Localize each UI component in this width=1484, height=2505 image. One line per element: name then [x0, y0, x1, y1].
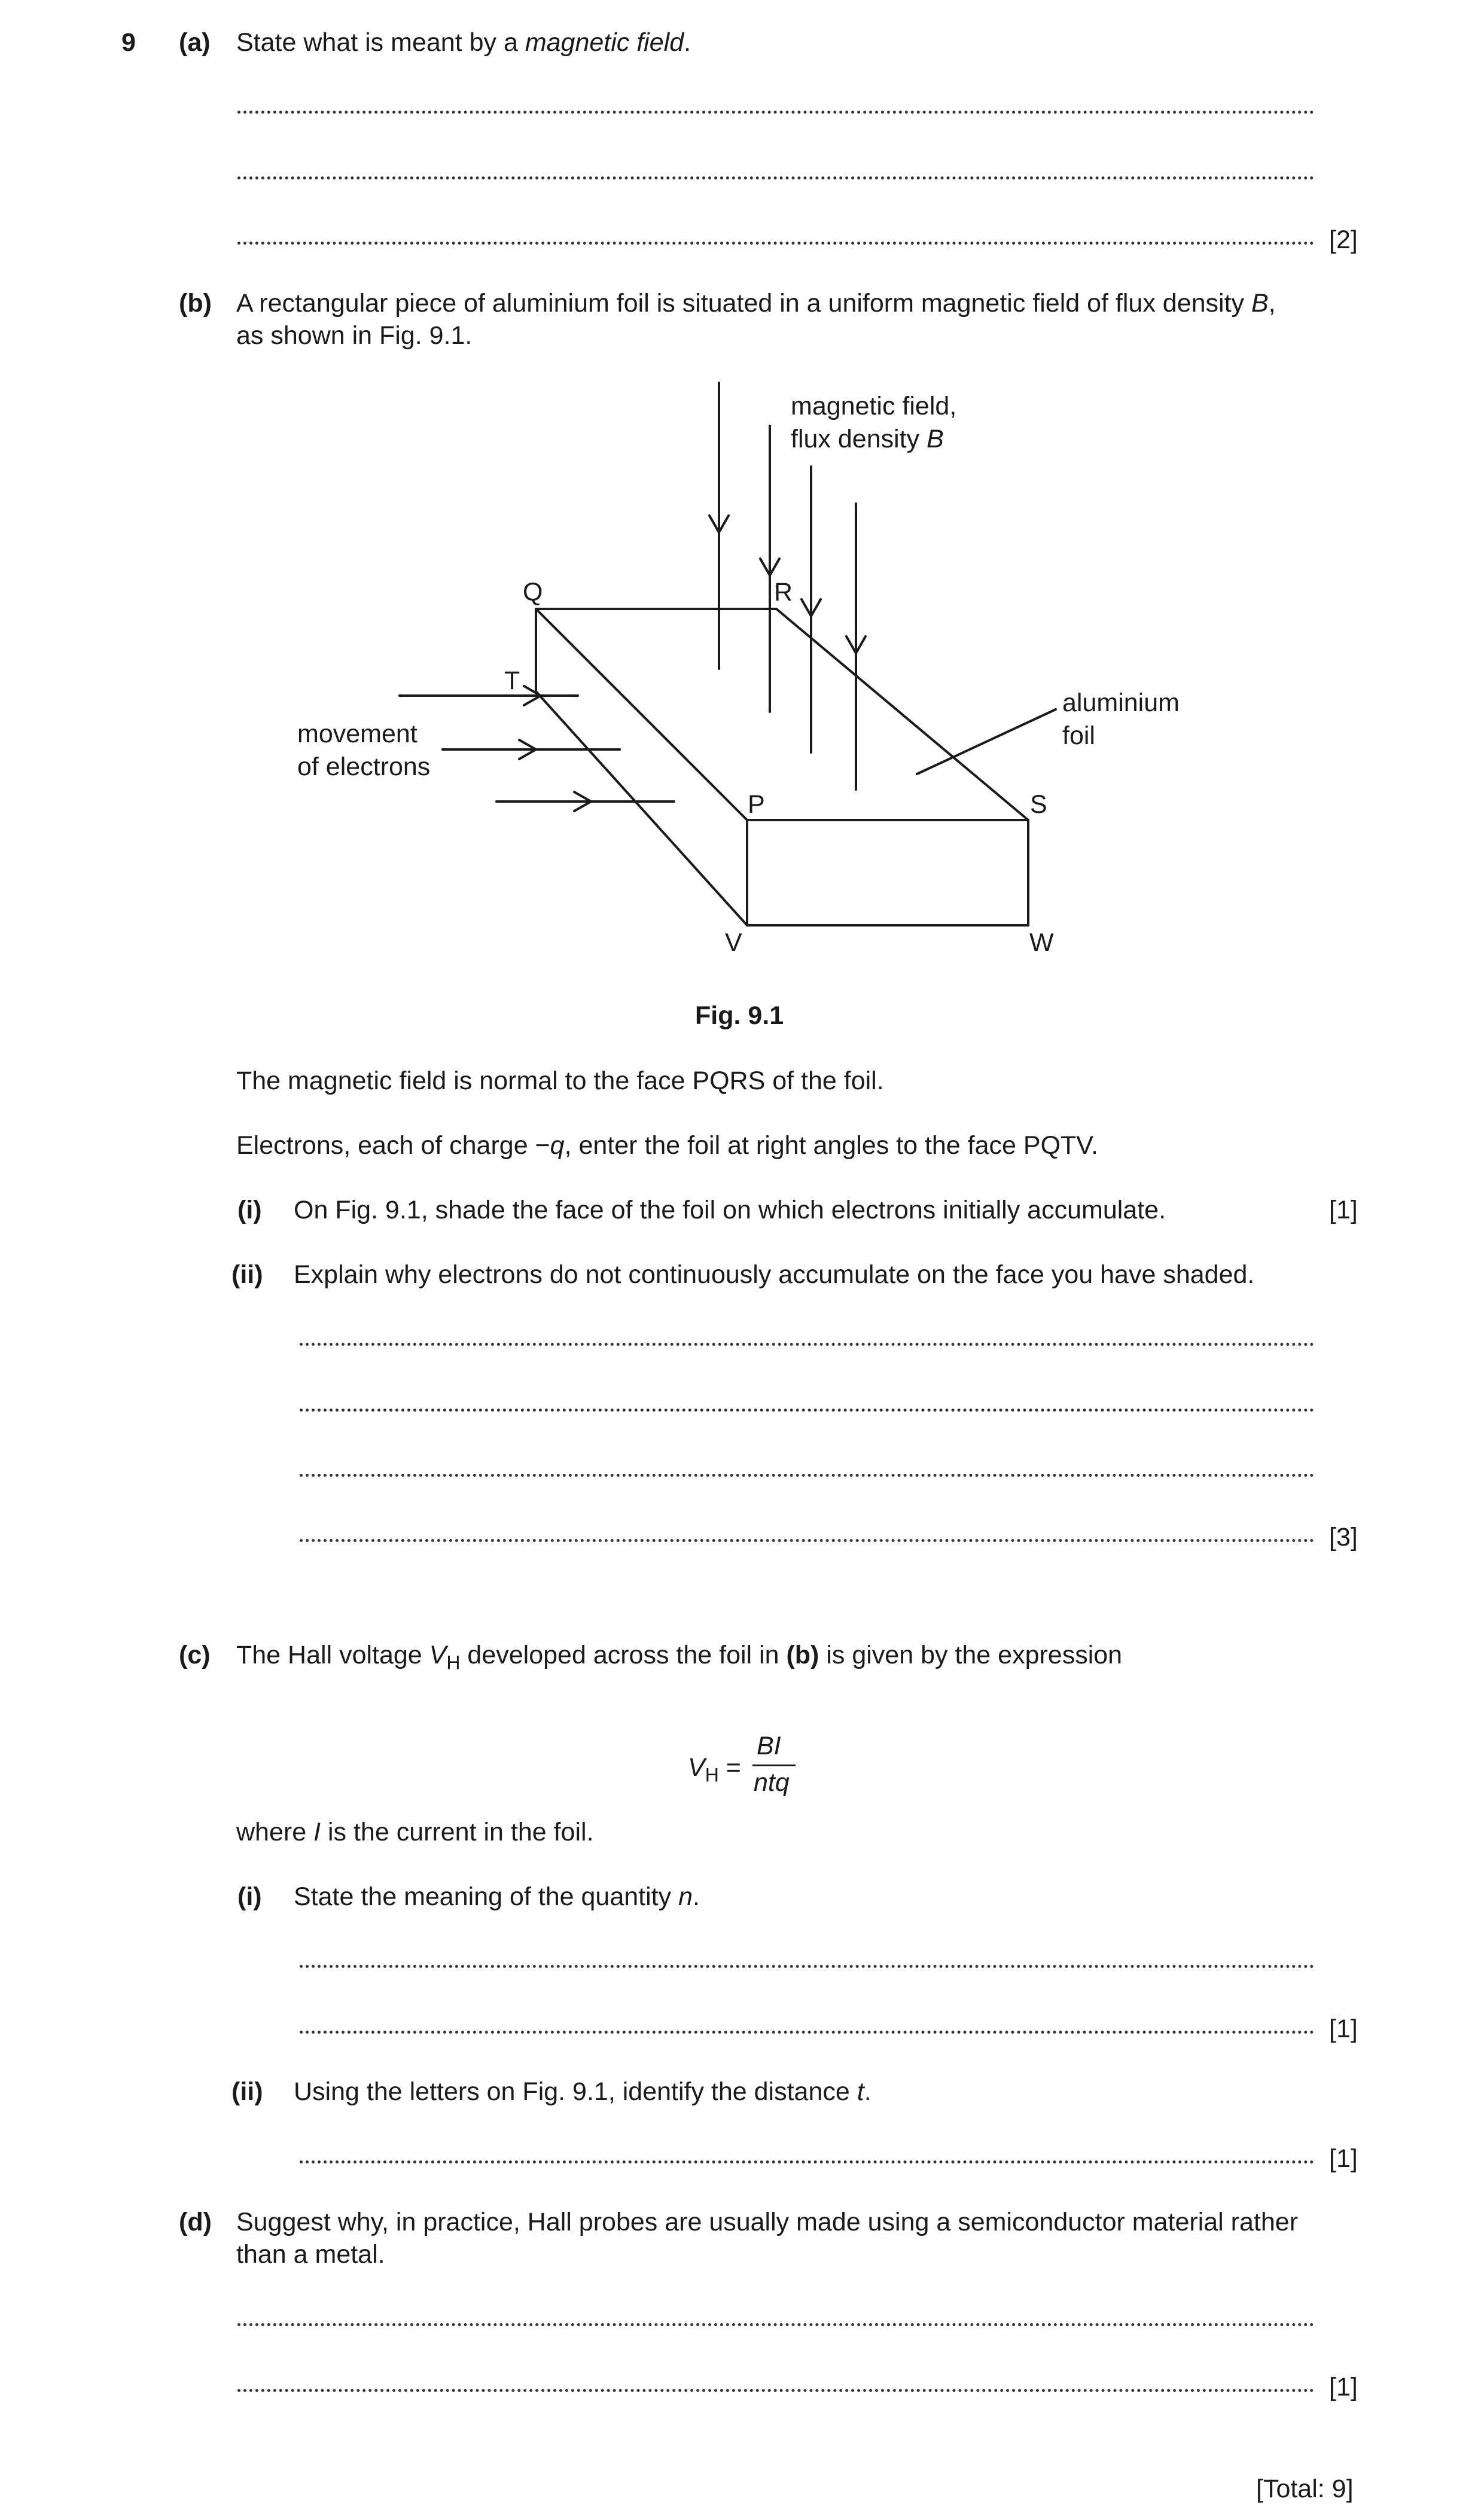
part-c-var-v: V [429, 1641, 447, 1669]
part-c-where [236, 1817, 594, 1848]
answer-line[interactable] [300, 1539, 1314, 1542]
equation-lhs-var: V [688, 1753, 705, 1782]
part-c-var-t: t [857, 2077, 864, 2106]
part-c-i-mark: [1] [1329, 2015, 1358, 2043]
point-q-label: Q [523, 578, 543, 607]
part-b-para1: The magnetic field is normal to the face PQRS of the foil. [236, 1066, 884, 1095]
point-t-label: T [504, 666, 520, 695]
field-label-2-var: B [927, 425, 944, 453]
electrons-label-1: movement [297, 720, 418, 748]
answer-line[interactable] [300, 2160, 1314, 2163]
edge-rs [776, 609, 1028, 820]
part-c-ref-b: (b) [786, 1641, 819, 1669]
foil-label-1: aluminium [1062, 688, 1180, 717]
part-a-text: State what is meant by a [236, 28, 525, 57]
answer-line[interactable] [300, 1965, 1314, 1968]
part-c-var-i: I [313, 1818, 321, 1846]
part-b-label: (b) [179, 289, 212, 318]
part-b-line1-text: A rectangular piece of aluminium foil is situated in a uniform magnetic field of flux density [236, 289, 1251, 318]
part-c-text-start: The Hall voltage [236, 1641, 429, 1669]
part-c-sub-h: H [446, 1651, 461, 1674]
part-a-emphasis: magnetic field [525, 28, 684, 57]
part-b-para2-text: Electrons, each of charge − [236, 1131, 550, 1160]
part-b-line1-end: , [1268, 289, 1276, 318]
equation-denominator: ntq [754, 1768, 790, 1797]
part-c-var-n: n [678, 1882, 693, 1911]
part-b-para2 [236, 1130, 1098, 1162]
field-label-2-text: flux density [791, 425, 927, 453]
part-b-line2: as shown in Fig. 9.1. [236, 321, 473, 350]
part-d-line1: Suggest why, in practice, Hall probes are usually made using a semiconductor material rather [236, 2208, 1299, 2236]
part-b-ii-text: Explain why electrons do not continuously accumulate on the face you have shaded. [294, 1260, 1255, 1289]
field-label-2 [791, 424, 944, 455]
point-s-label: S [1030, 790, 1047, 819]
part-b-ii-mark: [3] [1329, 1523, 1358, 1552]
point-p-label: P [748, 790, 765, 819]
part-c-where-text: where [236, 1818, 314, 1846]
total-marks: [Total: 9] [1256, 2474, 1354, 2503]
figure-caption: Fig. 9.1 [695, 1001, 784, 1030]
equation-fraction-bar [752, 1765, 796, 1766]
edge-tv [536, 691, 747, 925]
part-b-i-label: (i) [237, 1196, 262, 1224]
part-c-ii-mark: [1] [1329, 2144, 1358, 2173]
part-c-i-text-end: . [692, 1882, 700, 1911]
part-c-i-text [294, 1882, 700, 1913]
part-a-text-end: . [684, 28, 691, 57]
part-b-i-mark: [1] [1329, 1196, 1358, 1224]
equation-numerator: BI [757, 1732, 781, 1760]
equation-lhs [688, 1753, 741, 1787]
part-b-ii-label: (ii) [231, 1260, 263, 1289]
equation-lhs-sub: H [705, 1764, 719, 1786]
point-v-label: V [725, 928, 742, 957]
figure-9-1[interactable] [0, 0, 1484, 1077]
field-label-1: magnetic field, [791, 392, 957, 420]
part-b-var-q: q [550, 1131, 565, 1160]
answer-line[interactable] [237, 2389, 1314, 2392]
part-d-line2: than a metal. [236, 2240, 385, 2269]
equation-equals: = [726, 1753, 741, 1782]
part-c-ii-text-end: . [864, 2077, 871, 2106]
part-a-label: (a) [179, 28, 211, 57]
part-c-text [236, 1640, 1122, 1674]
point-w-label: W [1029, 928, 1054, 957]
part-d-label: (d) [179, 2208, 212, 2236]
part-b-var-b: B [1251, 289, 1269, 318]
part-a-mark: [2] [1329, 225, 1358, 254]
answer-line[interactable] [300, 1409, 1314, 1412]
foil-leader-line [917, 709, 1056, 774]
part-b-para2-end: , enter the foil at right angles to the face PQTV. [564, 1131, 1098, 1160]
answer-line[interactable] [300, 2031, 1314, 2034]
part-c-i-text-start: State the meaning of the quantity [294, 1882, 679, 1911]
part-b-i-text: On Fig. 9.1, shade the face of the foil on which electrons initially accumulate. [294, 1196, 1166, 1224]
part-c-ii-text [294, 2077, 871, 2108]
foil-label-2: foil [1062, 721, 1095, 750]
part-c-ii-label: (ii) [231, 2077, 263, 2106]
part-c-text-mid: developed across the foil in [460, 1641, 787, 1669]
part-c-i-label: (i) [237, 1882, 262, 1911]
part-c-where-end: is the current in the foil. [321, 1818, 594, 1846]
answer-line[interactable] [237, 2323, 1314, 2326]
edge-qp [536, 609, 747, 820]
answer-line[interactable] [300, 1474, 1314, 1477]
question-number: 9 [121, 28, 136, 57]
electrons-label-2: of electrons [297, 752, 431, 781]
part-c-label: (c) [179, 1641, 211, 1669]
part-c-ii-text-start: Using the letters on Fig. 9.1, identify the distance [294, 2077, 857, 2106]
part-d-mark: [1] [1329, 2373, 1358, 2402]
part-c-text-end: is given by the expression [819, 1641, 1123, 1669]
point-r-label: R [774, 578, 793, 607]
answer-line[interactable] [300, 1343, 1314, 1346]
